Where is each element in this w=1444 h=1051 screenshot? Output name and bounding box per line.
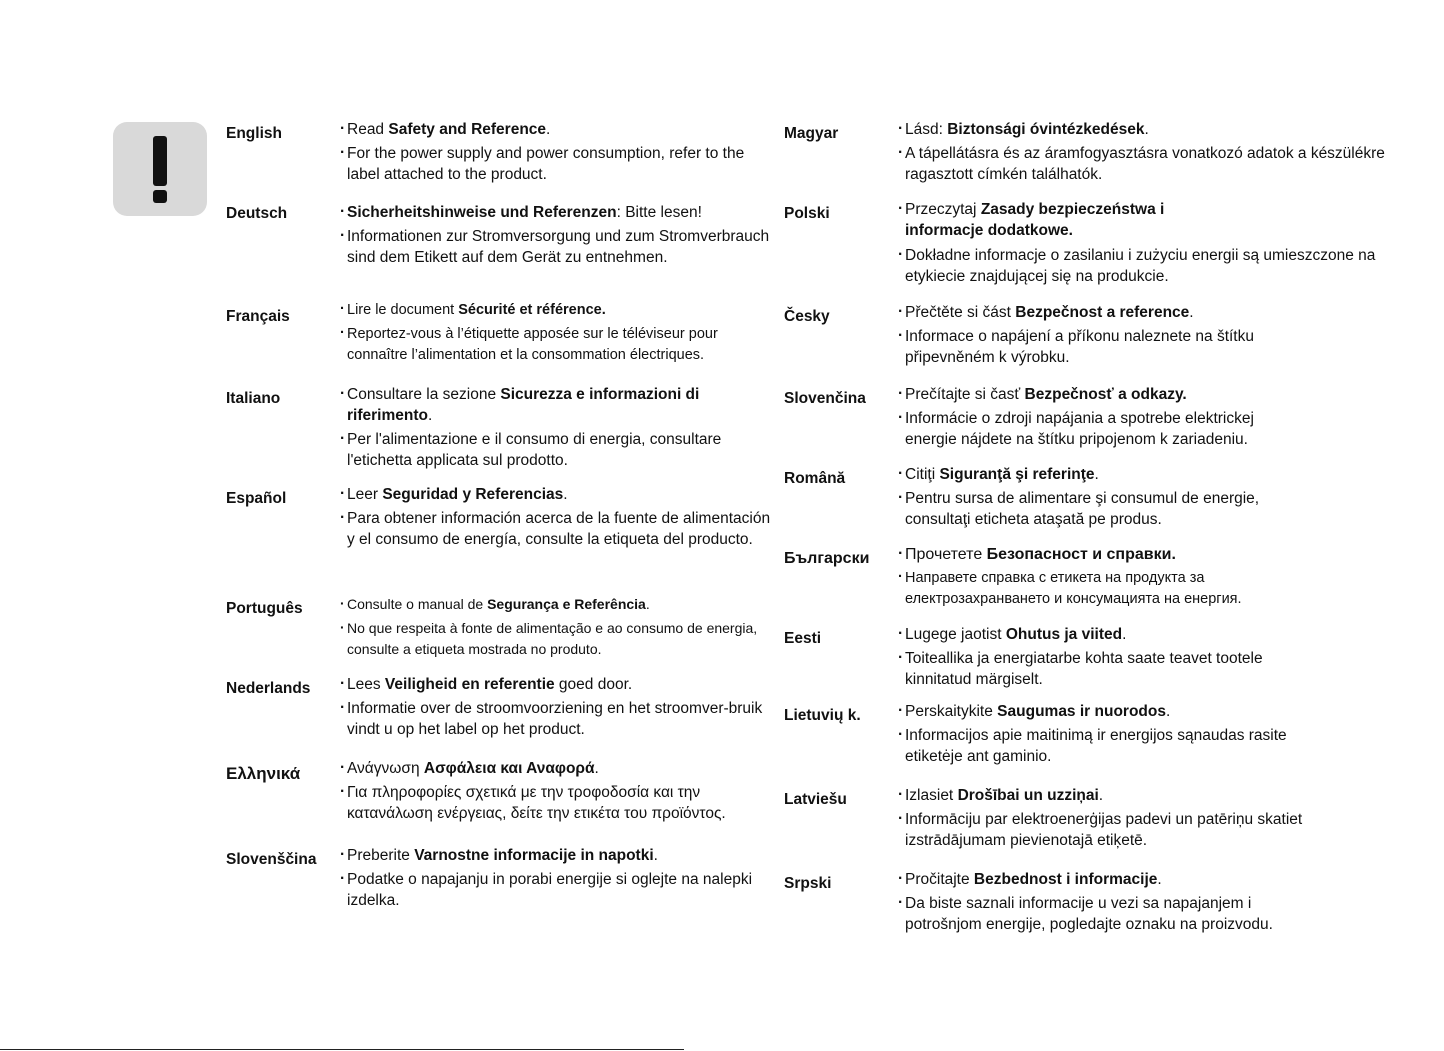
entry-text [898,544,1308,613]
instruction-line: · No que respeita à fonte de alimentação e ao consumo de energia, consulte a etiqueta mostrada no produto. [340,618,780,660]
instruction-line: · Informacijos apie maitinimą ir energijos sąnaudas rasite etiketėje ant gaminio. [898,725,1288,767]
instruction-line: · Leer Seguridad y Referencias. [340,484,780,505]
entry-text [340,758,780,827]
language-label: Español [226,490,287,507]
entry-text [340,484,780,553]
instruction-line: · Přečtěte si část Bezpečnost a reference. [898,302,1318,323]
instruction-line: · Informāciju par elektroenerģijas padevi un patēriņu skatiet izstrādājumam pievienotajā etiķetē. [898,809,1318,851]
exclamation-bar [153,136,167,186]
entry-text [898,869,1318,938]
language-label: Nederlands [226,680,311,697]
instruction-line: · For the power supply and power consumption, refer to the label attached to the product. [340,143,780,185]
language-label: Magyar [784,125,839,142]
instruction-line: · Perskaitykite Saugumas ir nuorodos. [898,701,1288,722]
entry-text [340,384,780,474]
entry-text [340,674,780,743]
warning-icon [113,122,207,216]
instruction-line: · Podatke o napajanju in porabi energije si oglejte na nalepki izdelka. [340,869,780,911]
instruction-line: · Read Safety and Reference. [340,119,780,140]
instruction-line: · Για πληροφορίες σχετικά με την τροφοδοσία και την κατανάλωση ενέργειας, δείτε την ετικέτα του προϊόντος. [340,782,780,824]
language-label: Português [226,600,303,617]
instruction-line: · A tápellátásra és az áramfogyasztásra vonatkozó adatok a készülékre ragasztott címkén találhatók. [898,143,1428,185]
entry-text [340,202,780,271]
entry-text [898,701,1288,770]
instruction-line: · Informace o napájení a příkonu naleznete na štítku připevněném k výrobku. [898,326,1318,368]
language-label: Français [226,308,290,325]
instruction-line: · Consulte o manual de Segurança e Referência. [340,594,780,615]
language-label: Eesti [784,630,822,647]
language-label: Lietuvių k. [784,707,861,724]
instruction-line: · Para obtener información acerca de la fuente de alimentación y el consumo de energía, consulte la etiqueta del producto. [340,508,780,550]
instruction-line: · Informationen zur Stromversorgung und zum Stromverbrauch sind dem Etikett auf dem Gerät zu entnehmen. [340,226,780,268]
instruction-line: · Lásd: Biztonsági óvintézkedések. [898,119,1428,140]
instruction-line: · Consultare la sezione Sicurezza e informazioni di riferimento. [340,384,780,426]
instruction-line: · Lees Veiligheid en referentie goed door. [340,674,780,695]
entry-text [898,785,1318,854]
entry-text [340,300,780,369]
instruction-line: · Прочетете Безопасност и справки. [898,544,1308,565]
entry-text [340,845,780,914]
instruction-line: · Da biste saznali informacije u vezi sa napajanjem i potrošnjom energije, pogledajte oznaku na proizvodu. [898,893,1318,935]
entry-text [898,245,1428,290]
language-label: Polski [784,205,830,222]
instruction-line: · Citiţi Siguranţă şi referinţe. [898,464,1298,485]
entry-text [898,624,1308,693]
instruction-line: · Lugege jaotist Ohutus ja viited. [898,624,1308,645]
instruction-line: · Sicherheitshinweise und Referenzen: Bitte lesen! [340,202,780,223]
language-label: Български [784,550,870,567]
instruction-line: · Toiteallika ja energiatarbe kohta saate teavet tootele kinnitatud märgiselt. [898,648,1308,690]
language-label: Italiano [226,390,281,407]
instruction-line: · Ανάγνωση Ασφάλεια και Αναφορά. [340,758,780,779]
instruction-line: · Pročitajte Bezbednost i informacije. [898,869,1318,890]
language-label: Latviešu [784,791,847,808]
language-label: English [226,125,282,142]
instruction-line: · Izlasiet Drošībai un uzziņai. [898,785,1318,806]
instruction-line: · Per l'alimentazione e il consumo di energia, consultare l'etichetta applicata sul prodotto. [340,429,780,471]
instruction-line: · Przeczytaj Zasady bezpieczeństwa i informacje dodatkowe. [898,199,1198,241]
instruction-line: · Prečítajte si časť Bezpečnosť a odkazy. [898,384,1298,405]
language-label: Slovenščina [226,851,317,868]
entry-text [340,594,780,663]
language-label: Deutsch [226,205,288,222]
language-label: Česky [784,308,830,325]
exclamation-dot [153,190,167,203]
language-label: Srpski [784,875,832,892]
instruction-line: · Reportez-vous à l’étiquette apposée sur le téléviseur pour connaître l’alimentation et la consommation électriques. [340,324,780,366]
entry-text [898,464,1298,533]
language-label: Slovenčina [784,390,866,407]
instruction-line: · Informácie o zdroji napájania a spotrebe elektrickej energie nájdete na štítku pripojenom k zariadeniu. [898,408,1298,450]
instruction-line: · Pentru sursa de alimentare şi consumul de energie, consultaţi eticheta ataşată pe produs. [898,488,1298,530]
entry-text [898,119,1428,188]
entry-text [340,119,780,188]
instruction-line: · Направете справка с етикета на продукта за електрозахранването и консумацията на енергия. [898,568,1308,610]
bottom-divider [0,1049,684,1050]
instruction-line: · Lire le document Sécurité et référence. [340,300,780,321]
language-label: Ελληνικά [226,764,301,783]
entry-text [898,302,1318,371]
instruction-line: · Preberite Varnostne informacije in napotki. [340,845,780,866]
instruction-line: · Informatie over de stroomvoorziening en het stroomver-bruik vindt u op het label op het product. [340,698,780,740]
instruction-line: · Dokładne informacje o zasilaniu i zużyciu energii są umieszczone na etykiecie znajdującej się na produkcie. [898,245,1428,287]
entry-text [898,384,1298,453]
language-label: Română [784,470,846,487]
entry-text [898,199,1198,244]
